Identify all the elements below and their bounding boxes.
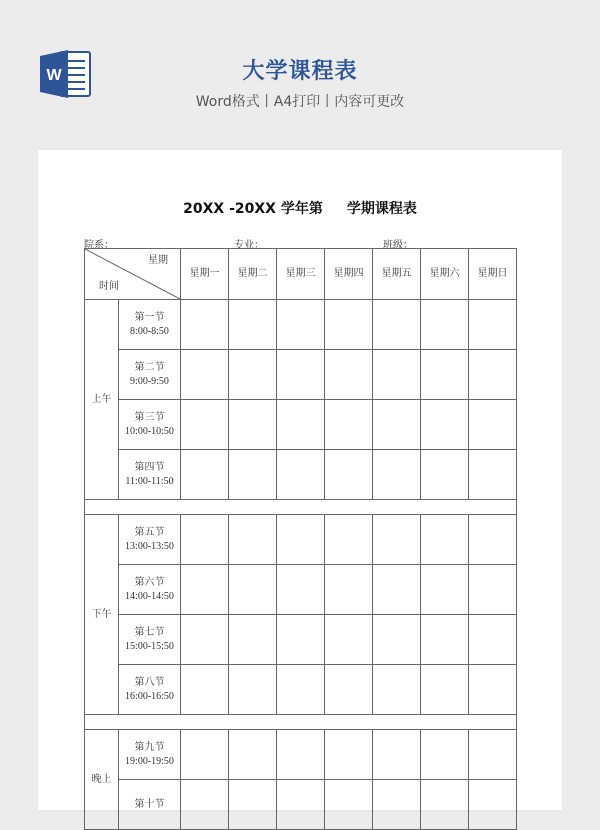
corner-label-week: 星期 [148,255,168,266]
corner-header-cell [85,249,181,300]
page-title: 大学课程表 [242,59,358,84]
schedule-cell[interactable] [421,350,469,400]
schedule-cell[interactable] [181,615,229,665]
schedule-cell[interactable] [373,300,421,350]
period-name: 第九节 [134,741,165,753]
page-subtitle: Word格式丨A4打印丨内容可更改 [195,94,405,110]
period-cell [119,515,181,565]
period-time: 13:00-13:50 [125,540,174,552]
schedule-cell[interactable] [373,450,421,500]
schedule-cell[interactable] [325,615,373,665]
section-label: 下午 [85,515,119,715]
schedule-cell[interactable] [469,350,517,400]
day-header-4: 星期四 [325,249,373,300]
schedule-cell[interactable] [229,300,277,350]
schedule-cell[interactable] [277,665,325,715]
word-logo-letter: W [46,67,62,84]
period-time: 8:00-8:50 [130,325,169,337]
schedule-cell[interactable] [373,665,421,715]
schedule-cell[interactable] [229,450,277,500]
schedule-cell[interactable] [325,780,373,830]
schedule-table [84,248,517,830]
period-name: 第五节 [134,526,165,538]
schedule-cell[interactable] [229,780,277,830]
period-time: 14:00-14:50 [125,590,174,602]
separator-cell [85,500,517,515]
schedule-cell[interactable] [181,565,229,615]
schedule-cell[interactable] [277,730,325,780]
schedule-cell[interactable] [469,665,517,715]
period-time: 9:00-9:50 [130,375,169,387]
schedule-cell[interactable] [469,780,517,830]
schedule-cell[interactable] [469,515,517,565]
schedule-cell[interactable] [277,515,325,565]
corner-label-time: 时间 [99,281,119,292]
day-header-5: 星期五 [373,249,421,300]
schedule-cell[interactable] [181,350,229,400]
schedule-cell[interactable] [469,400,517,450]
day-header-3: 星期三 [277,249,325,300]
period-cell [119,780,181,830]
table-row [85,780,517,830]
schedule-cell[interactable] [229,400,277,450]
document-title-part2: 学期课程表 [346,201,417,217]
schedule-cell[interactable] [181,400,229,450]
day-header-1: 星期一 [181,249,229,300]
period-name: 第二节 [134,361,165,373]
schedule-cell[interactable] [373,730,421,780]
period-name: 第七节 [134,626,165,638]
table-row [85,515,517,565]
dept-label: 院系： [84,240,114,251]
table-row [85,300,517,350]
period-cell [119,400,181,450]
section-separator-row [85,715,517,730]
schedule-cell[interactable] [469,565,517,615]
day-header-6: 星期六 [421,249,469,300]
schedule-cell[interactable] [277,350,325,400]
schedule-cell[interactable] [469,450,517,500]
period-time: 10:00-10:50 [125,425,174,437]
period-name: 第十节 [134,798,165,810]
separator-cell [85,715,517,730]
schedule-cell[interactable] [421,515,469,565]
period-cell [119,565,181,615]
schedule-cell[interactable] [421,665,469,715]
table-row [85,400,517,450]
schedule-cell[interactable] [229,565,277,615]
schedule-cell[interactable] [181,665,229,715]
schedule-cell[interactable] [373,780,421,830]
table-row [85,665,517,715]
schedule-cell[interactable] [421,400,469,450]
schedule-cell[interactable] [421,450,469,500]
period-name: 第一节 [134,311,165,323]
schedule-cell[interactable] [277,565,325,615]
schedule-cell[interactable] [325,730,373,780]
table-row [85,565,517,615]
period-cell [119,450,181,500]
schedule-cell[interactable] [325,565,373,615]
table-row [85,350,517,400]
schedule-cell[interactable] [421,780,469,830]
schedule-cell[interactable] [325,515,373,565]
schedule-cell[interactable] [181,730,229,780]
schedule-cell[interactable] [277,780,325,830]
schedule-cell[interactable] [373,615,421,665]
schedule-cell[interactable] [469,300,517,350]
document-title-part1: 20XX -20XX 学年第 [183,201,323,217]
day-header-7: 星期日 [469,249,517,300]
day-header-2: 星期二 [229,249,277,300]
schedule-cell[interactable] [325,300,373,350]
schedule-cell[interactable] [373,350,421,400]
section-label: 晚上 [85,730,119,830]
period-name: 第六节 [134,576,165,588]
period-time: 19:00-19:50 [125,755,174,767]
period-cell [119,300,181,350]
period-cell [119,350,181,400]
period-name: 第四节 [134,461,165,473]
period-name: 第三节 [134,411,165,423]
major-label: 专业： [234,240,264,251]
document-page [38,150,562,810]
schedule-cell[interactable] [181,780,229,830]
schedule-cell[interactable] [277,300,325,350]
schedule-cell[interactable] [277,400,325,450]
table-header-row [85,249,517,300]
table-row [85,615,517,665]
schedule-cell[interactable] [325,350,373,400]
schedule-cell[interactable] [469,730,517,780]
schedule-cell[interactable] [181,515,229,565]
schedule-cell[interactable] [229,515,277,565]
schedule-cell[interactable] [229,350,277,400]
document-title [38,198,562,218]
table-row [85,450,517,500]
schedule-cell[interactable] [229,665,277,715]
schedule-cell[interactable] [325,665,373,715]
schedule-cell[interactable] [277,450,325,500]
section-label: 上午 [85,300,119,500]
schedule-cell[interactable] [181,450,229,500]
schedule-cell[interactable] [229,615,277,665]
table-row [85,730,517,780]
schedule-cell[interactable] [373,515,421,565]
period-name: 第八节 [134,676,165,688]
period-cell [119,615,181,665]
class-label: 班级： [383,240,413,251]
schedule-cell[interactable] [421,300,469,350]
schedule-cell[interactable] [373,400,421,450]
schedule-cell[interactable] [181,300,229,350]
schedule-cell[interactable] [421,565,469,615]
schedule-cell[interactable] [373,565,421,615]
schedule-cell[interactable] [421,615,469,665]
period-time: 16:00-16:50 [125,690,174,702]
schedule-cell[interactable] [325,450,373,500]
schedule-cell[interactable] [229,730,277,780]
schedule-cell[interactable] [421,730,469,780]
schedule-cell[interactable] [469,615,517,665]
period-time: 11:00-11:50 [125,475,174,487]
section-separator-row [85,500,517,515]
schedule-cell[interactable] [325,400,373,450]
schedule-cell[interactable] [277,615,325,665]
period-cell [119,665,181,715]
period-time: 15:00-15:50 [125,640,174,652]
period-cell [119,730,181,780]
